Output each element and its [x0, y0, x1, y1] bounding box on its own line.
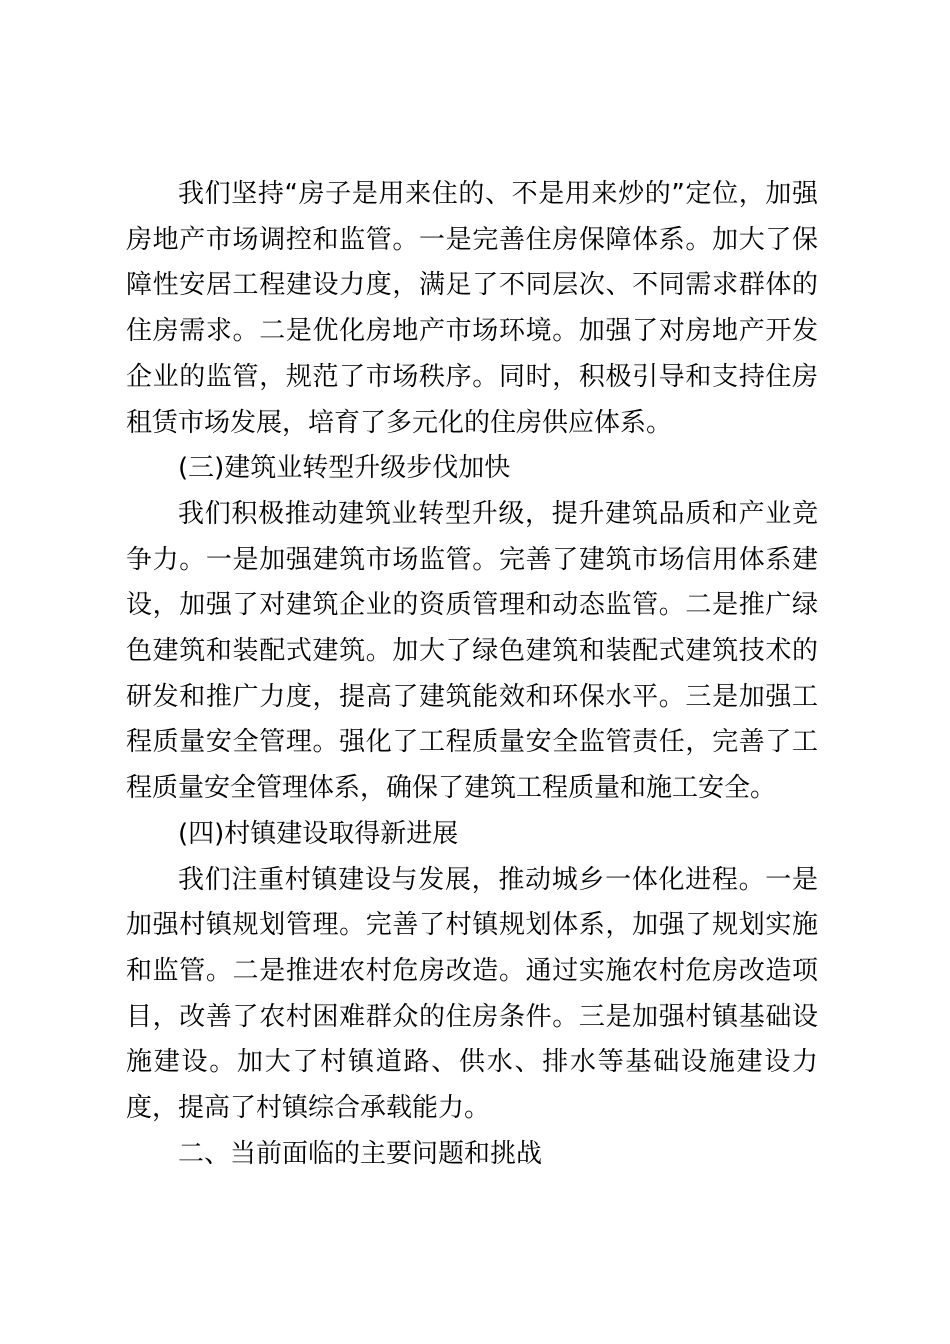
document-body [126, 172, 818, 1177]
paragraph-housing-market: 我们坚持“房子是用来住的、不是用来炒的”定位，加强房地产市场调控和监管。一是完善住房保障体系。加大了保障性安居工程建设力度，满足了不同层次、不同需求群体的住房需求。二是优化房地产市场环境。加强了对房地产开发企业的监管，规范了市场秩序。同时，积极引导和支持住房租赁市场发展，培育了多元化的住房供应体系。 [126, 179, 818, 438]
section-heading-village-construction: (四)村镇建设取得新进展 [178, 818, 459, 849]
section-heading-problems-challenges: 二、当前面临的主要问题和挑战 [178, 1138, 543, 1169]
paragraph-village-construction: 我们注重村镇建设与发展，推动城乡一体化进程。一是加强村镇规划管理。完善了村镇规划体系，加强了规划实施和监管。二是推进农村危房改造。通过实施农村危房改造项目，改善了农村困难群众的住房条件。三是加强村镇基础设施建设。加大了村镇道路、供水、排水等基础设施建设力度，提高了村镇综合承载能力。 [126, 864, 818, 1124]
paragraph-construction-upgrade: 我们积极推动建筑业转型升级，提升建筑品质和产业竞争力。一是加强建筑市场监管。完善了建筑市场信用体系建设，加强了对建筑企业的资质管理和动态监管。二是推广绿色建筑和装配式建筑。加大了绿色建筑和装配式建筑技术的研发和推广力度，提高了建筑能效和环保水平。三是加强工程质量安全管理。强化了工程质量安全监管责任，完善了工程质量安全管理体系，确保了建筑工程质量和施工安全。 [126, 498, 818, 804]
section-heading-construction-upgrade: (三)建筑业转型升级步伐加快 [178, 453, 511, 484]
